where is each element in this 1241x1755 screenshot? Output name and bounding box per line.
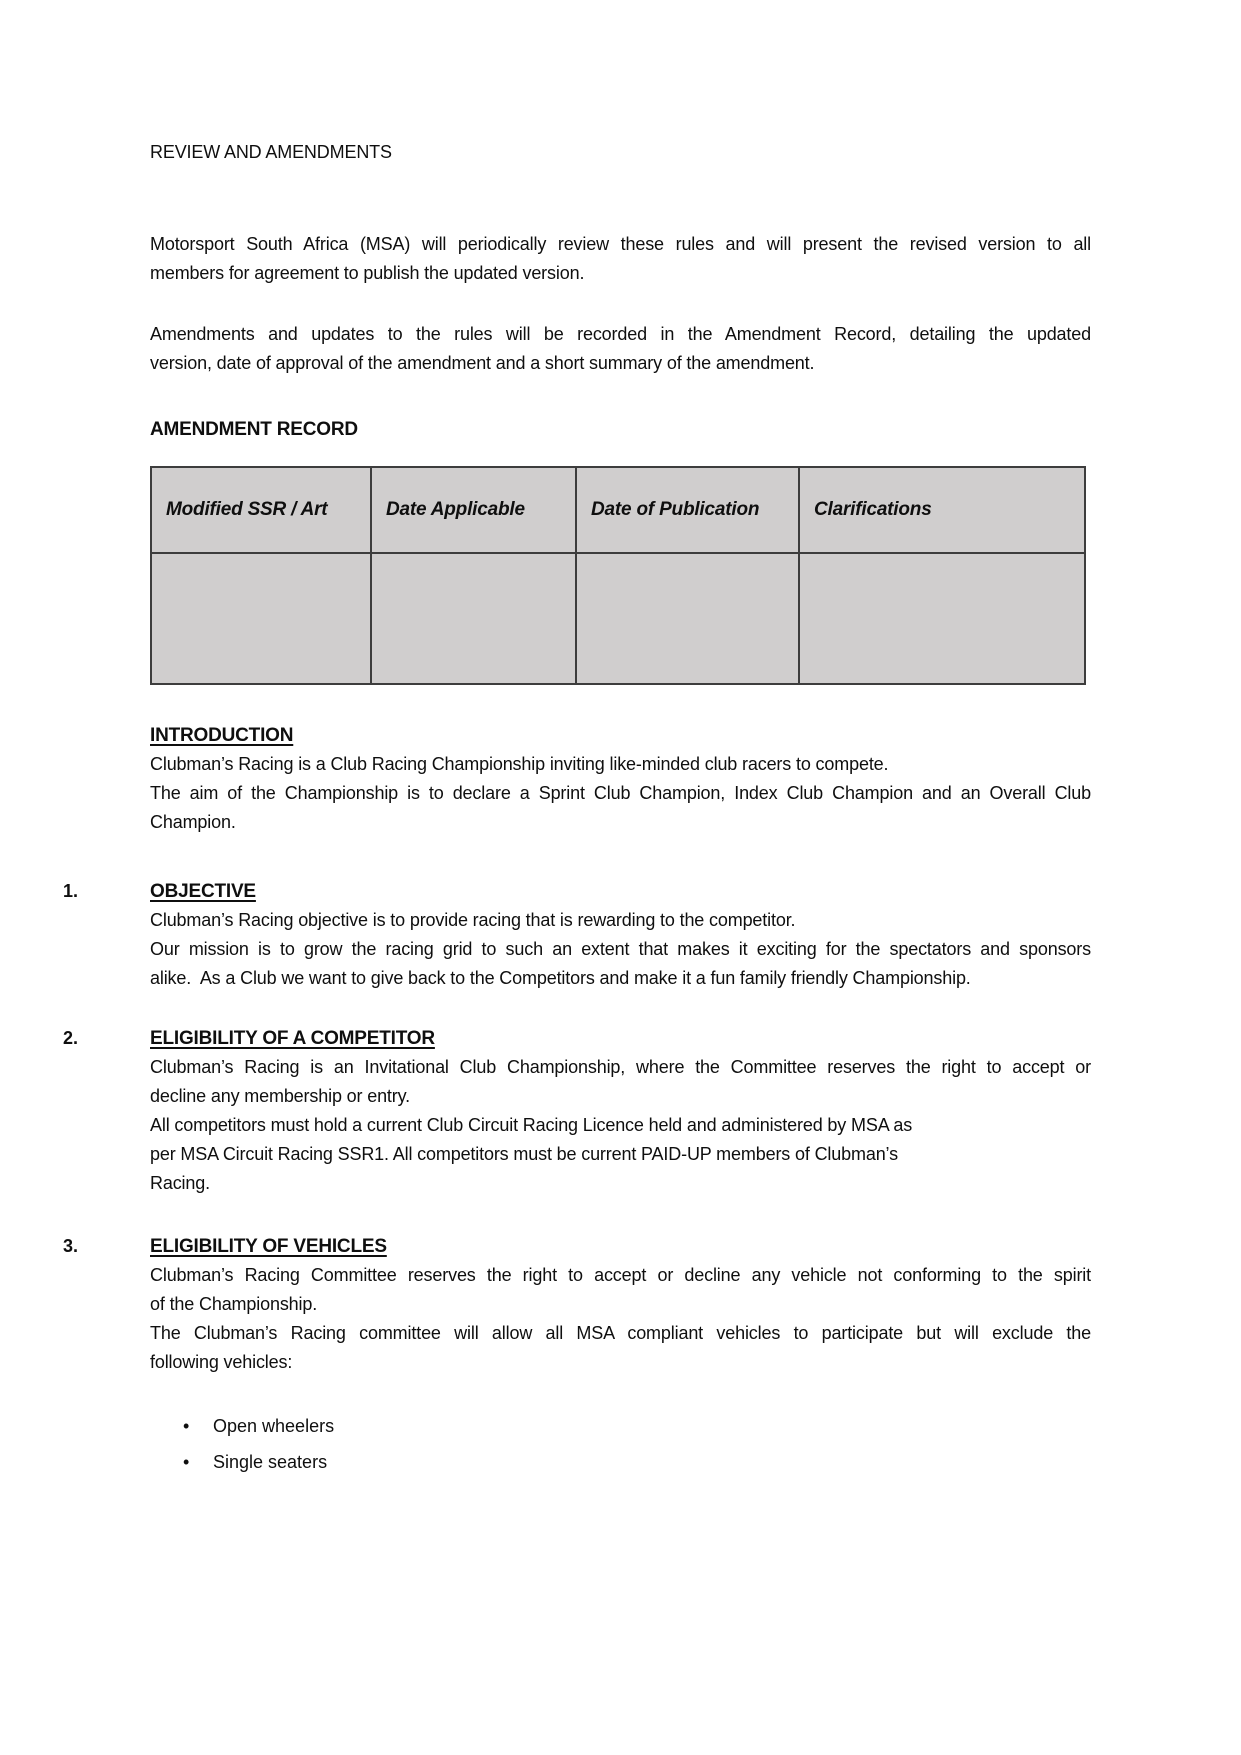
bullet-icon: • [183, 1416, 190, 1436]
table-header-modified-ssr: Modified SSR / Art [151, 467, 371, 553]
bullet-text: Open wheelers [213, 1416, 335, 1436]
text-line: Clubman’s Racing is an Invitational Club Championship, where the Committee reserves the right to accept or [150, 1057, 1091, 1077]
text-line: version, date of approval of the amendment and a short summary of the amendment. [150, 353, 815, 373]
section-objective [63, 877, 1091, 993]
table-cell-empty [799, 553, 1085, 684]
section-heading: OBJECTIVE [150, 881, 256, 902]
table-cell-empty [576, 553, 799, 684]
text-line: alike. As a Club we want to give back to the Competitors and make it a fun family friendly Championship. [150, 968, 971, 988]
text-line: following vehicles: [150, 1352, 293, 1372]
table-header-clarifications: Clarifications [799, 467, 1085, 553]
amendment-record-table [150, 466, 1086, 685]
list-item [150, 1411, 1091, 1441]
text-line: Our mission is to grow the racing grid to such an extent that makes it exciting for the spectators and sponsors [150, 939, 1091, 959]
review-paragraph-2 [150, 320, 1091, 378]
table-header-date-of-publication: Date of Publication [576, 467, 799, 553]
table-cell-empty [151, 553, 371, 684]
review-paragraph-1 [150, 230, 1091, 288]
introduction-heading: INTRODUCTION [150, 725, 294, 746]
section-eligibility-of-a-competitor [63, 1024, 1091, 1198]
bullet-icon: • [183, 1452, 190, 1472]
text-line: All competitors must hold a current Club Circuit Racing Licence held and administered by MSA as [150, 1115, 913, 1135]
bullet-text: Single seaters [213, 1452, 328, 1472]
introduction-section [150, 721, 1091, 837]
text-line: Clubman’s Racing is a Club Racing Championship inviting like-minded club racers to compete. [150, 754, 889, 774]
table-cell-empty [371, 553, 576, 684]
text-line: Clubman’s Racing objective is to provide racing that is rewarding to the competitor. [150, 910, 796, 930]
section-number: 1. [63, 881, 79, 901]
section-eligibility-of-vehicles [63, 1232, 1091, 1377]
text-line: Amendments and updates to the rules will be recorded in the Amendment Record, detailing the updated [150, 324, 1091, 344]
text-line: The Clubman’s Racing committee will allow all MSA compliant vehicles to participate but will exclude the [150, 1323, 1091, 1343]
section-heading: ELIGIBILITY OF VEHICLES [150, 1236, 387, 1257]
text-line: Champion. [150, 812, 236, 832]
table-row [151, 553, 1085, 684]
section-number: 2. [63, 1028, 79, 1048]
list-item [150, 1447, 1091, 1477]
section-number: 3. [63, 1236, 79, 1256]
table-header-date-applicable: Date Applicable [371, 467, 576, 553]
text-line: of the Championship. [150, 1294, 318, 1314]
table-header-row [151, 467, 1085, 553]
text-line: Motorsport South Africa (MSA) will periodically review these rules and will present the revised version to all [150, 234, 1091, 254]
text-line: Racing. [150, 1173, 210, 1193]
section-heading: ELIGIBILITY OF A COMPETITOR [150, 1028, 435, 1049]
text-line: members for agreement to publish the updated version. [150, 263, 585, 283]
text-line: Clubman’s Racing Committee reserves the right to accept or decline any vehicle not conforming to the spirit [150, 1265, 1091, 1285]
text-line: The aim of the Championship is to declare a Sprint Club Champion, Index Club Champion and an Overall Club [150, 783, 1091, 803]
amendment-record-heading: AMENDMENT RECORD [150, 419, 358, 440]
vehicle-exclusion-list [150, 1411, 1091, 1477]
text-line: per MSA Circuit Racing SSR1. All competitors must be current PAID-UP members of Clubman’s [150, 1144, 898, 1164]
page-title: REVIEW AND AMENDMENTS [150, 142, 392, 162]
text-line: decline any membership or entry. [150, 1086, 410, 1106]
